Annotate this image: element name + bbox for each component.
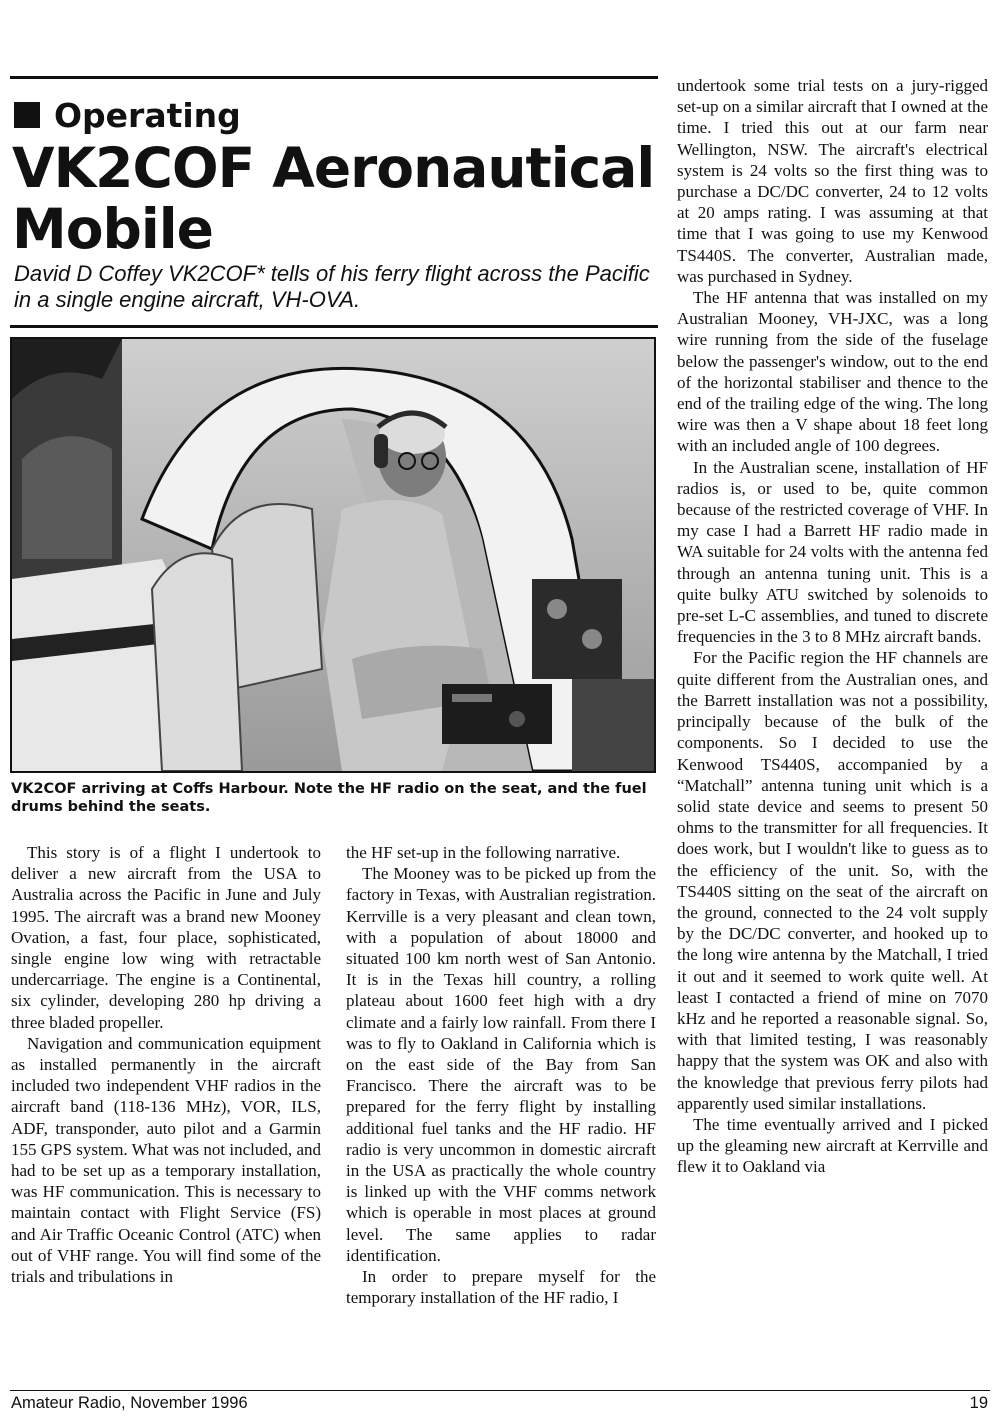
text-column-2 [346,842,656,1308]
paragraph: This story is of a flight I undertook to deliver a new aircraft from the USA to Australia across the Pacific in June and July 1995. The aircraft was a brand new Mooney Ovation, a fast, four place, sophisticated, single engine low wing with retractable undercarriage. The engine is a Continental, six cylinder, developing 280 hp driving a three bladed propeller. [11,843,321,1032]
paragraph: In the Australian scene, installation of HF radios is, or used to be, quite common because of the restricted coverage of VHF. In my case I had a Barrett HF radio made in WA suitable for 24 volts with the antenna fed through an antenna tuning unit. This is a quite bulky ATU switched by solenoids to pre-set L-C assemblies, and tuned to discrete frequencies in the 3 to 8 MHz aircraft bands. [677,457,988,647]
paragraph: The Mooney was to be picked up from the factory in Texas, with Australian registration. Kerrville is a very pleasant and clean town, with a population of about 18000 and situated 100 km north west of San Antonio. It is in the Texas hill country, a rolling plateau about 1600 feet high with a dry climate and a fairly low rainfall. From there I was to fly to Oakland in California which is on the east side of the Bay from San Francisco. There the aircraft was to be prepared for the ferry flight by installing additional fuel tanks and the HF radio. HF radio is very uncommon in domestic aircraft in the USA as practically the whole country is linked up with the VHF comms network which is operable in most places at ground level. The same applies to radar identification. [346,864,656,1265]
text-column-3 [677,75,988,1178]
paragraph: The time eventually arrived and I picked up the gleaming new aircraft at Kerrville and flew it to Oakland via [677,1114,988,1177]
section-kicker [14,96,241,136]
article-title: VK2COF Aeronautical Mobile [12,136,655,261]
paragraph: The HF antenna that was installed on my Australian Mooney, VH-JXC, was a long wire running from the side of the fuselage below the passenger's window, out to the end of the horizontal stabiliser and thence to the end of the trailing edge of the wing. The long wire was then a V shape about 18 feet long with an included angle of 100 degrees. [677,288,988,456]
square-bullet-icon [14,102,40,128]
footer-publication: Amateur Radio, November 1996 [11,1394,248,1412]
paragraph: the HF set-up in the following narrative. [346,843,621,862]
kicker-text: Operating [54,96,241,135]
photo-caption: VK2COF arriving at Coffs Harbour. Note the HF radio on the seat, and the fuel drums behind the seats. [11,781,647,815]
paragraph: undertook some trial tests on a jury-rigged set-up on a similar aircraft that I owned at the time. I tried this out at our farm near Wellington, NSW. The aircraft's electrical system is 24 volts so the first thing was to purchase a DC/DC converter, 24 to 12 volts at 20 amps rating. I was assuming at that time that I was going to use my Kenwood TS440S. The converter, Australian made, was purchased in Sydney. [677,76,988,286]
deck-rule [10,325,658,328]
top-rule [10,76,658,79]
cockpit-photo [10,337,656,773]
paragraph: Navigation and communication equipment as installed permanently in the aircraft included two independent VHF radios in the aircraft band (118-136 MHz), VOR, ILS, ADF, transponder, auto pilot and a Garmin 155 GPS system. What was not included, and had to be set up as a temporary installation, was HF communication. This is necessary to maintain contact with Flight Service (FS) and Air Traffic Oceanic Control (ATC) when out of VHF range. You will find some of the trials and tribulations in [11,1033,321,1287]
page-number: 19 [969,1394,988,1412]
paragraph: For the Pacific region the HF channels are quite different from the Australian ones, and the Barrett installation was not a possibility, principally because of the bulk of the components. So I decided to use the Kenwood TS440S, accompanied by a “Matchall” antenna tuning unit which is a solid state device and seems to present 50 ohms to the transmitter for all frequencies. It does work, but I wouldn't like to guess as to the efficiency of the unit. So, with the TS440S sitting on the seat of the aircraft on the ground, connected to the 24 volt supply by the DC/DC converter, and hooked up to the long wire antenna by the Matchall, I tried it out and it seemed to work quite well. At least I contacted a friend of mine on 7070 kHz and he reported a reasonable signal. So, with that limited testing, I was reasonably happy that the system was OK and also with the knowledge that previous ferry pilots had apparently used similar installations. [677,648,988,1113]
paragraph: In order to prepare myself for the temporary installation of the HF radio, I [346,1267,656,1308]
article-deck: David D Coffey VK2COF* tells of his ferry flight across the Pacific in a single engine aircraft, VH-OVA. [14,261,650,312]
text-column-1 [11,842,321,1287]
footer-rule [10,1390,990,1391]
